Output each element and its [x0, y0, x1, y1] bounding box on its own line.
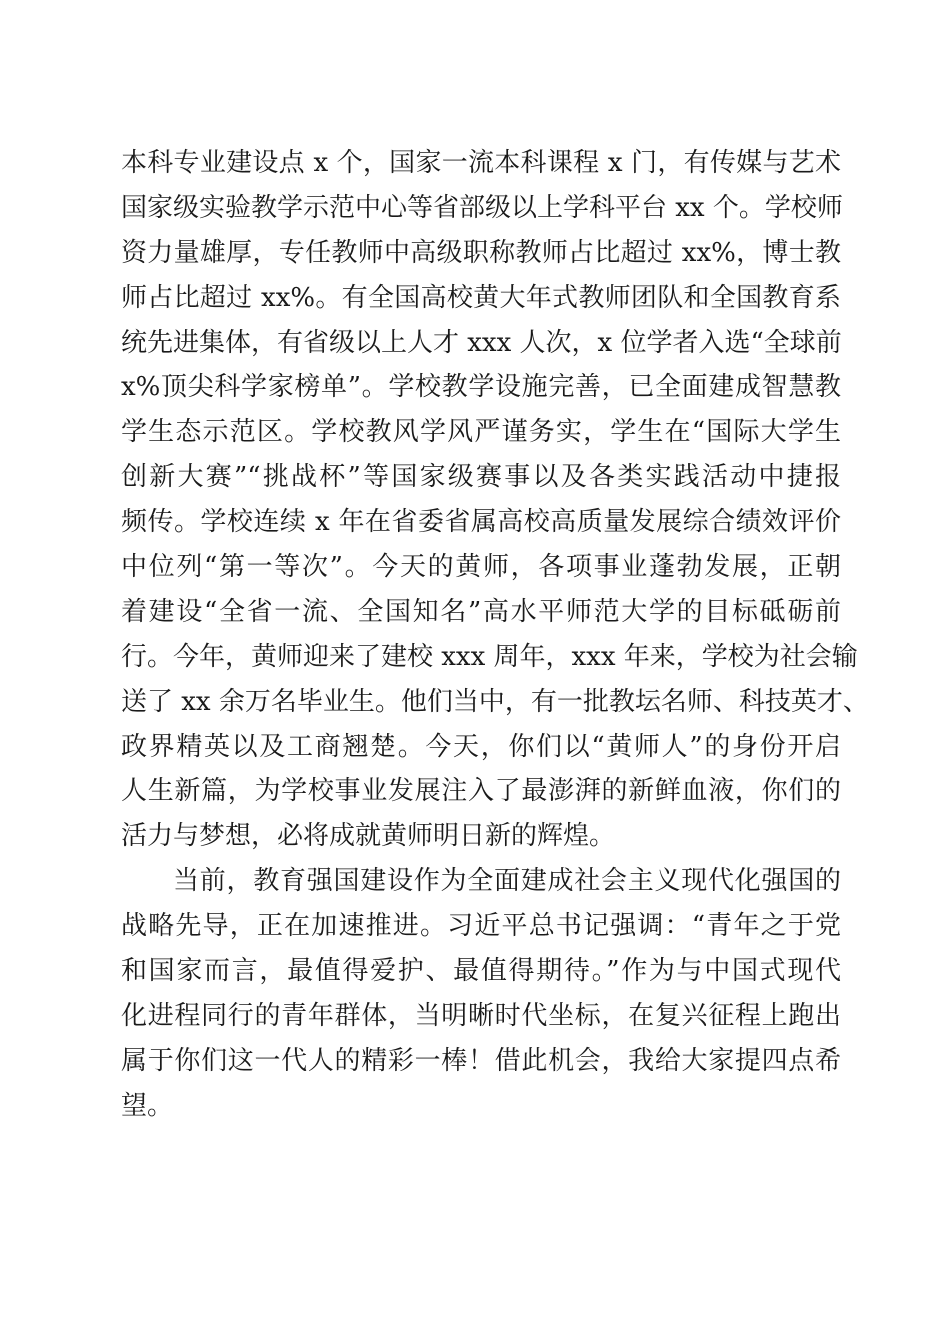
text-line: 属于你们这一代人的精彩一棒！借此机会，我给大家提四点希: [121, 1045, 841, 1076]
text-line: 人生新篇，为学校事业发展注入了最澎湃的新鲜血液，你们的: [121, 776, 841, 807]
document-body: [121, 141, 869, 1129]
text-line: 着建设“全省一流、全国知名”高水平师范大学的目标砥砺前: [121, 596, 841, 627]
text-line: 国家级实验教学示范中心等省部级以上学科平台 xx 个。学校师: [121, 192, 843, 223]
text-line: 送了 xx 余万名毕业生。他们当中，有一批教坛名师、科技英才、: [121, 686, 869, 717]
text-line: 化进程同行的青年群体，当明晰时代坐标，在复兴征程上跑出: [121, 1000, 841, 1031]
text-line: 活力与梦想，必将成就黄师明日新的辉煌。: [121, 821, 616, 852]
text-line: 创新大赛”“挑战杯”等国家级赛事以及各类实践活动中捷报: [121, 462, 841, 493]
text-line: 频传。学校连续 x 年在省委省属高校高质量发展综合绩效评价: [121, 507, 841, 538]
text-line: 望。: [121, 1090, 174, 1121]
text-line: 资力量雄厚，专任教师中高级职称教师占比超过 xx%，博士教: [121, 237, 841, 268]
text-line: 中位列“第一等次”。今天的黄师，各项事业蓬勃发展，正朝: [121, 552, 841, 583]
text-line: 行。今年，黄师迎来了建校 xxx 周年，xxx 年来，学校为社会输: [121, 641, 858, 672]
text-line: 政界精英以及工商翘楚。今天，你们以“黄师人”的身份开启: [121, 731, 841, 762]
text-line: 战略先导，正在加速推进。习近平总书记强调：“青年之于党: [121, 911, 841, 942]
text-line: 统先进集体，有省级以上人才 xxx 人次，x 位学者入选“全球前: [121, 327, 842, 358]
text-line: x%顶尖科学家榜单”。学校教学设施完善，已全面建成智慧教: [121, 372, 841, 403]
paragraph-1: [121, 141, 869, 859]
text-line: 本科专业建设点 x 个，国家一流本科课程 x 门，有传媒与艺术: [121, 148, 841, 178]
paragraph-2: [121, 859, 841, 1128]
text-line: 学生态示范区。学校教风学风严谨务实，学生在“国际大学生: [121, 417, 841, 448]
text-line: 当前，教育强国建设作为全面建成社会主义现代化强国的: [173, 866, 841, 897]
text-line: 和国家而言，最值得爱护、最值得期待。”作为与中国式现代: [121, 956, 841, 987]
text-line: 师占比超过 xx%。有全国高校黄大年式教师团队和全国教育系: [121, 282, 841, 313]
